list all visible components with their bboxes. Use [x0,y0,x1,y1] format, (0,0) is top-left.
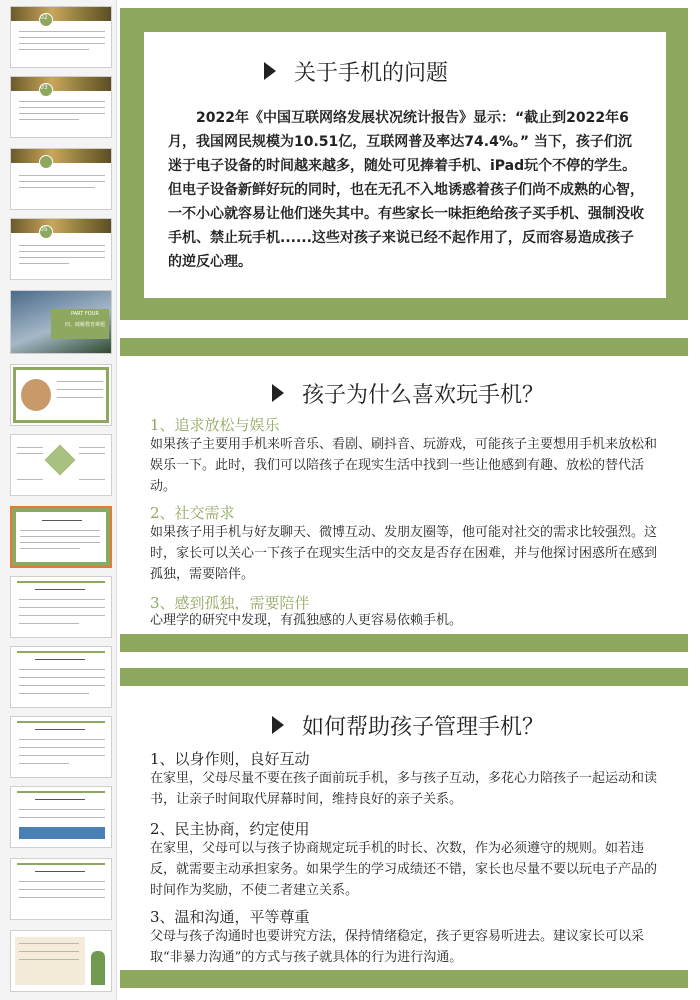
arrow-bullet-icon [264,62,276,80]
slide-title: 关于手机的问题 [294,61,449,86]
section-heading: 1、追求放松与娱乐 [150,416,280,434]
slide-why-kids-like-phones[interactable] [120,338,688,652]
section-text: 如果孩子主要用手机来听音乐、看剧、刷抖音、玩游戏，可能孩子主要想用手机来放松和娱乐一下。此时，我们可以陪孩子在现实生活中找到一些让他感到有趣、放松的替代活动。 [150,437,658,494]
slide-thumbnail-4[interactable] [10,218,112,280]
section-text: 父母与孩子沟通时也要讲究方法，保持情绪稳定，孩子更容易听进去。建议家长可以采取“非暴力沟通”的方式与孩子就具体的行为进行沟通。 [150,929,645,965]
top-band [120,338,688,356]
slide-thumbnail-1[interactable] [10,6,112,68]
thumb-number: 05 [40,226,48,233]
slide-title: 孩子为什么喜欢玩手机？ [302,383,545,408]
thumb-number: 03 [40,84,48,91]
slide-body-text: 2022年《中国互联网络发展状况统计报告》显示：“截止到2022年6月，我国网民规模为10.51亿，互联网普及率达74.4%。” 当下，孩子们沉迷于电子设备的时间越来越多，随处可见捧着手机、iPad玩个不停的学生。但电子设备新鲜好玩的同时，也在无孔不入地诱惑着孩子们尚不成熟的心智，一不小心就容易让他们迷失其中。有些家长一味拒绝给孩子买手机、强制没收手机、禁止玩手机......这些对孩子来说已经不起作用了，反而容易造成孩子的逆反心理。 [168,110,644,270]
slide-content-box [144,32,666,298]
section-text: 如果孩子用手机与好友聊天、微博互动、发朋友圈等，他可能对社交的需求比较强烈。这时，家长可以关心一下孩子在现实生活中的交友是否存在困难，并与他探讨困惑所在感到孤独，需要陪伴。 [150,525,658,582]
slide-thumbnail-14[interactable] [10,930,112,992]
slide-thumbnail-13[interactable] [10,858,112,920]
slide-how-to-manage-phones[interactable] [120,668,688,988]
section-text: 在家里，父母可以与孩子协商规定玩手机的时长、次数，作为必须遵守的规则。如若违反，就需要主动承担家务。如果学生的学习成绩还不错，家长也尽量不要以玩电子产品的时间作为奖励，不使二者建立关系。 [150,841,658,898]
section-text: 心理学的研究中发现，有孤独感的人更容易依赖手机。 [150,613,463,628]
bottom-band [120,970,688,988]
slide-thumbnail-12[interactable] [10,786,112,848]
slide-thumbnail-9[interactable] [10,576,112,638]
slide-canvas-area [120,0,700,1000]
section-heading: 2、民主协商，约定使用 [150,820,310,838]
section-heading: 3、感到孤独，需要陪伴 [150,594,310,612]
slide-thumbnail-3[interactable] [10,148,112,210]
thumb-number: 02 [40,14,48,21]
slide-thumbnail-11[interactable] [10,716,112,778]
slide-thumbnail-8-selected[interactable] [10,506,112,568]
arrow-bullet-icon [272,716,284,734]
slide-thumbnail-5[interactable] [10,290,112,354]
thumb-part-label: PART FOUR [71,311,99,317]
slide-phone-problem[interactable] [120,8,688,320]
section-text: 在家里，父母尽量不要在孩子面前玩手机，多与孩子互动，多花心力陪孩子一起运动和读书，让亲子时间取代屏幕时间，维持良好的亲子关系。 [150,771,658,807]
slide-thumbnail-10[interactable] [10,646,112,708]
bottom-band [120,634,688,652]
slide-thumbnail-6[interactable] [10,364,112,426]
section-heading: 2、社交需求 [150,504,235,522]
slide-title: 如何帮助孩子管理手机？ [302,715,545,740]
slide-thumbnail-2[interactable] [10,76,112,138]
slide-thumbnail-panel [0,0,117,1000]
top-band [120,668,688,686]
arrow-bullet-icon [272,384,284,402]
slide-thumbnail-7[interactable] [10,434,112,496]
thumb-part-title: 四、破解教育难题 [65,322,106,328]
section-heading: 1、以身作则，良好互动 [150,750,310,768]
section-heading: 3、温和沟通，平等尊重 [150,908,310,926]
